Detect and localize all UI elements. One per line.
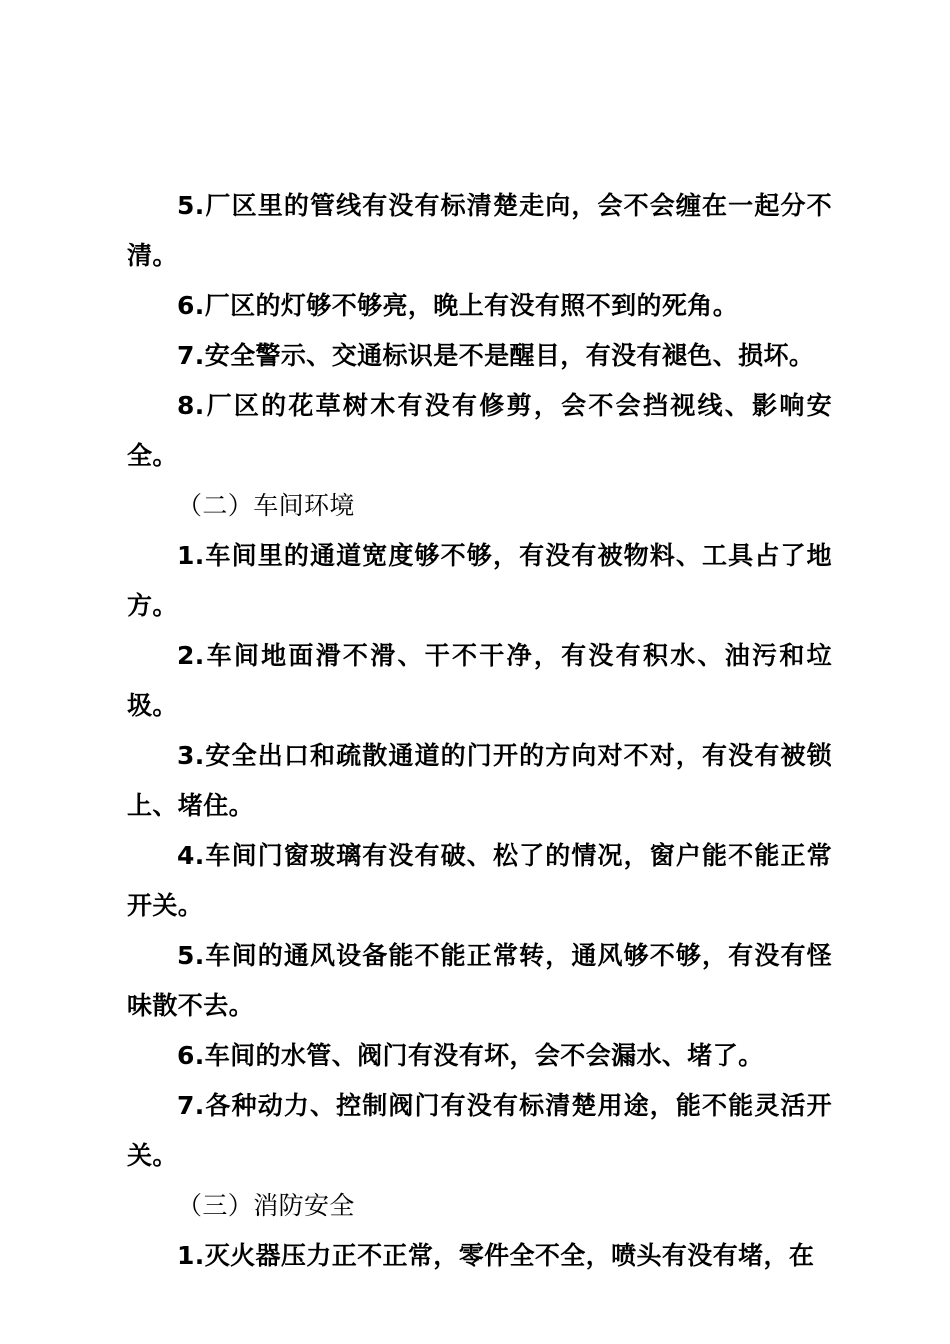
list-item-lighting: 6.厂区的灯够不够亮，晚上有没有照不到的死角。 — [177, 291, 739, 320]
list-item-ventilation: 5.车间的通风设备能不能正常转，通风够不够，有没有怪味散不去。 — [127, 941, 832, 1020]
section-heading-workshop-environment: （二）车间环境 — [177, 491, 355, 520]
list-item-aisle-width: 1.车间里的通道宽度够不够，有没有被物料、工具占了地方。 — [127, 541, 832, 620]
list-item-floor-condition: 2.车间地面滑不滑、干不干净，有没有积水、油污和垃圾。 — [127, 641, 832, 720]
list-item-water-pipes: 6.车间的水管、阀门有没有坏，会不会漏水、堵了。 — [177, 1041, 764, 1070]
list-item-doors-windows: 4.车间门窗玻璃有没有破、松了的情况，窗户能不能正常开关。 — [127, 841, 832, 920]
list-item-exits: 3.安全出口和疏散通道的门开的方向对不对，有没有被锁上、堵住。 — [127, 741, 832, 820]
document-body — [127, 181, 832, 1281]
section-heading-fire-safety: （三）消防安全 — [177, 1191, 355, 1220]
list-item-vegetation: 8.厂区的花草树木有没有修剪，会不会挡视线、影响安全。 — [127, 391, 832, 470]
list-item-safety-signs: 7.安全警示、交通标识是不是醒目，有没有褪色、损坏。 — [177, 341, 815, 370]
list-item-pipeline-marking: 5.厂区里的管线有没有标清楚走向，会不会缠在一起分不清。 — [127, 191, 832, 270]
list-item-valves: 7.各种动力、控制阀门有没有标清楚用途，能不能灵活开关。 — [127, 1091, 832, 1170]
list-item-extinguishers: 1.灭火器压力正不正常，零件全不全，喷头有没有堵，在 — [177, 1241, 815, 1270]
